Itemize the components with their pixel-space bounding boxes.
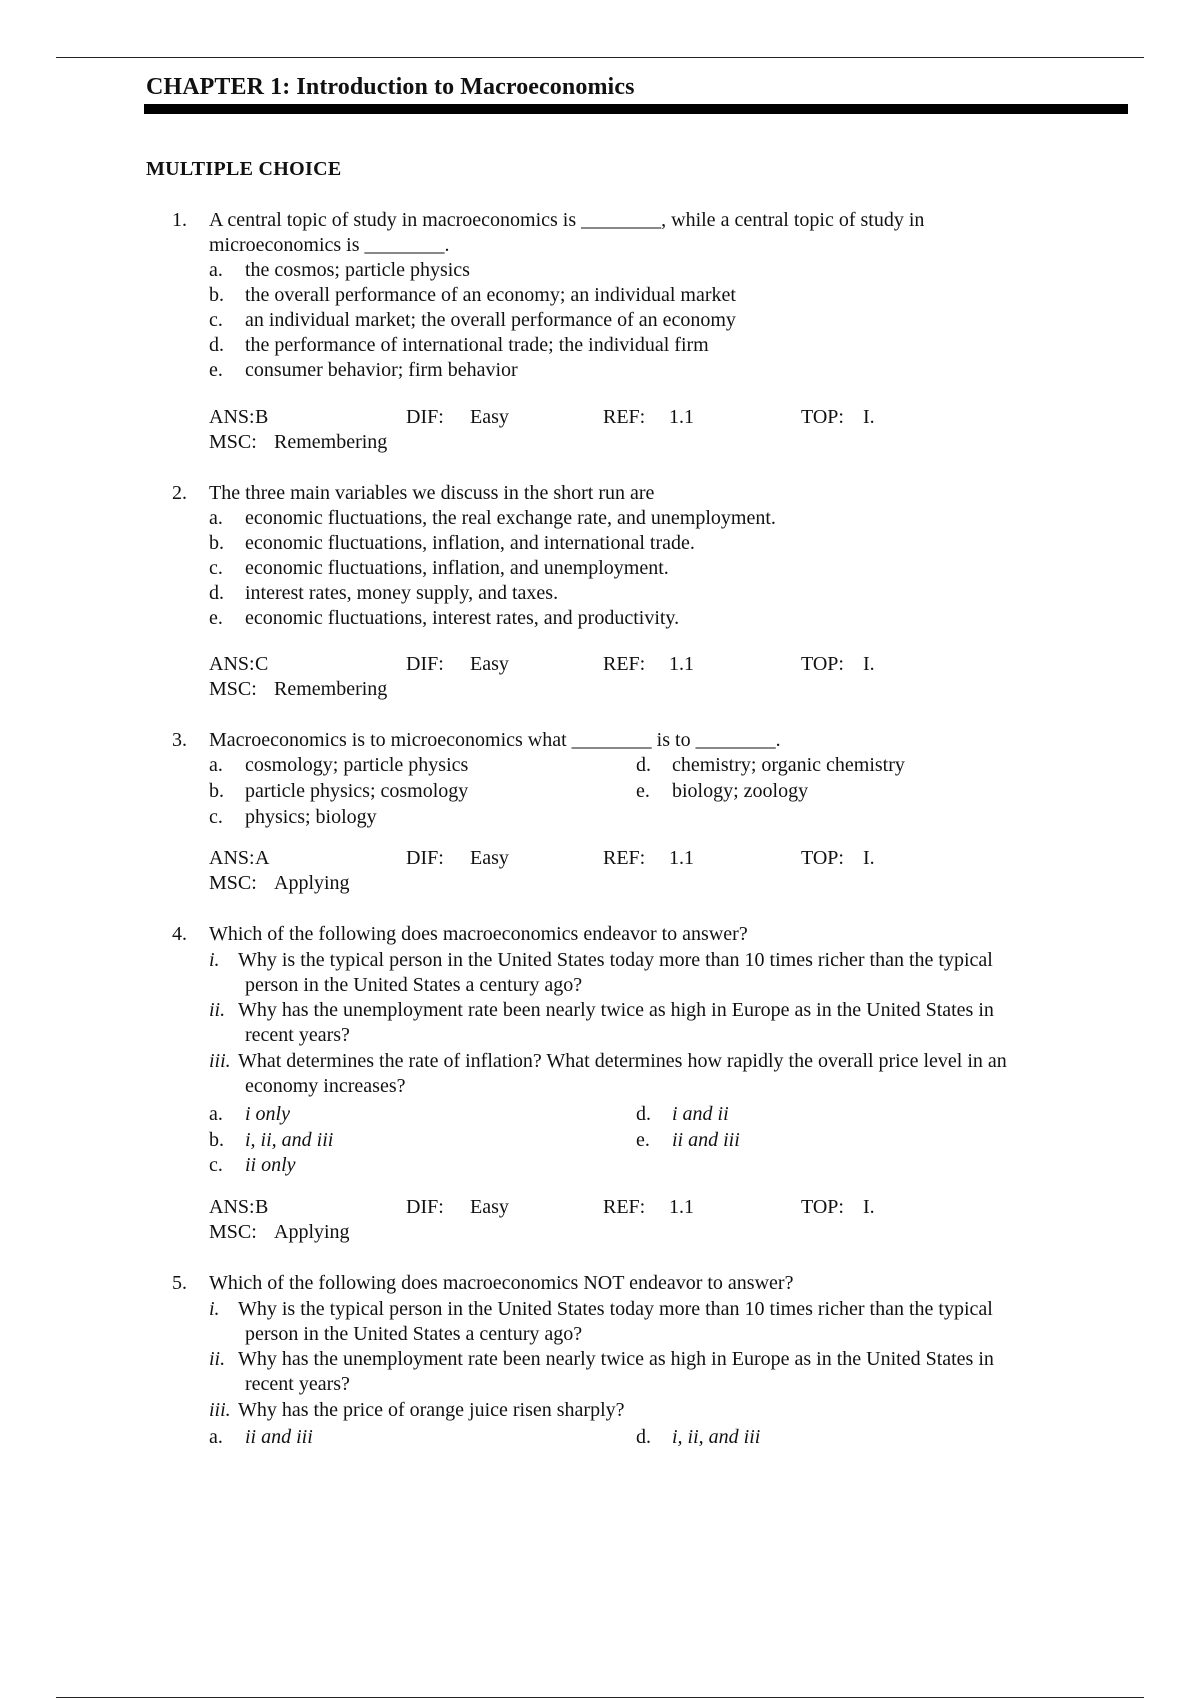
option-letter: e. xyxy=(209,359,223,381)
top-value: I. xyxy=(863,406,875,428)
stem-line: Which of the following does macroeconomics NOT endeavor to answer? xyxy=(209,1272,794,1294)
option-letter: b. xyxy=(209,780,224,802)
option-letter: b. xyxy=(209,532,224,554)
option-text: chemistry; organic chemistry xyxy=(672,754,905,776)
dif-value: Easy xyxy=(470,653,509,675)
question-number: 2. xyxy=(172,482,187,504)
option-text: i, ii, and iii xyxy=(672,1426,761,1448)
question-number: 3. xyxy=(172,729,187,751)
question-number: 4. xyxy=(172,923,187,945)
ans-value: C xyxy=(255,653,269,675)
option-letter: d. xyxy=(209,582,224,604)
statement-numeral: i. xyxy=(209,949,220,971)
option-letter: c. xyxy=(209,1154,223,1176)
dif-value: Easy xyxy=(470,847,509,869)
msc-value: Applying xyxy=(274,1221,350,1243)
statement-text: Why has the unemployment rate been nearly twice as high in Europe as in the United States in xyxy=(238,1348,994,1370)
option-text: biology; zoology xyxy=(672,780,809,802)
option-text: consumer behavior; firm behavior xyxy=(245,359,518,381)
option-letter: a. xyxy=(209,259,223,281)
top-rule xyxy=(56,57,1144,58)
statement-text: Why is the typical person in the United States today more than 10 times richer than the typical xyxy=(238,1298,993,1320)
section-title: MULTIPLE CHOICE xyxy=(146,158,342,180)
option-text: particle physics; cosmology xyxy=(245,780,469,802)
statement-text-continued: recent years? xyxy=(245,1373,350,1395)
question-stem xyxy=(209,481,1109,506)
statement-text: Why has the price of orange juice risen sharply? xyxy=(238,1399,625,1421)
option-text: cosmology; particle physics xyxy=(245,754,469,776)
stem-line: A central topic of study in macroeconomics is ________, while a central topic of study in xyxy=(209,209,925,231)
ref-value: 1.1 xyxy=(669,653,694,675)
msc-label: MSC: xyxy=(209,678,257,700)
stem-line: The three main variables we discuss in the short run are xyxy=(209,482,655,504)
ans-value: B xyxy=(255,1196,269,1218)
option-text: the overall performance of an economy; an individual market xyxy=(245,284,736,306)
option-text: i and ii xyxy=(672,1103,729,1125)
option-text: ii and iii xyxy=(245,1426,313,1448)
dif-label: DIF: xyxy=(406,406,444,428)
msc-label: MSC: xyxy=(209,872,257,894)
ans-label: ANS: xyxy=(209,406,255,428)
ref-value: 1.1 xyxy=(669,1196,694,1218)
top-value: I. xyxy=(863,1196,875,1218)
option-letter: e. xyxy=(636,1129,650,1151)
question-number: 5. xyxy=(172,1272,187,1294)
option-text: economic fluctuations, inflation, and unemployment. xyxy=(245,557,669,579)
option-letter: b. xyxy=(209,284,224,306)
option-text: ii and iii xyxy=(672,1129,740,1151)
statement-numeral: ii. xyxy=(209,1348,226,1370)
dif-label: DIF: xyxy=(406,1196,444,1218)
option-text: i, ii, and iii xyxy=(245,1129,334,1151)
statement-text-continued: economy increases? xyxy=(245,1075,406,1097)
option-letter: d. xyxy=(209,334,224,356)
dif-label: DIF: xyxy=(406,653,444,675)
option-text: an individual market; the overall performance of an economy xyxy=(245,309,736,331)
top-label: TOP: xyxy=(801,406,844,428)
msc-value: Remembering xyxy=(274,431,388,453)
statement-text-continued: recent years? xyxy=(245,1024,350,1046)
msc-value: Applying xyxy=(274,872,350,894)
ref-label: REF: xyxy=(603,406,646,428)
option-letter: c. xyxy=(209,557,223,579)
statement-text-continued: person in the United States a century ago? xyxy=(245,974,583,996)
ref-label: REF: xyxy=(603,653,646,675)
option-letter: e. xyxy=(636,780,650,802)
option-text: i only xyxy=(245,1103,290,1125)
option-text: physics; biology xyxy=(245,806,377,828)
stem-line: Which of the following does macroeconomics endeavor to answer? xyxy=(209,923,748,945)
option-text: the cosmos; particle physics xyxy=(245,259,470,281)
statement-numeral: ii. xyxy=(209,999,226,1021)
ans-value: B xyxy=(255,406,269,428)
option-text: economic fluctuations, the real exchange rate, and unemployment. xyxy=(245,507,776,529)
ref-value: 1.1 xyxy=(669,847,694,869)
question-stem xyxy=(209,728,1109,753)
option-text: interest rates, money supply, and taxes. xyxy=(245,582,559,604)
dif-value: Easy xyxy=(470,406,509,428)
top-label: TOP: xyxy=(801,1196,844,1218)
top-value: I. xyxy=(863,847,875,869)
option-letter: d. xyxy=(636,1103,651,1125)
question-stem xyxy=(209,208,1109,258)
option-letter: a. xyxy=(209,754,223,776)
ans-label: ANS: xyxy=(209,847,255,869)
question-stem xyxy=(209,922,1109,947)
ref-label: REF: xyxy=(603,1196,646,1218)
statement-text: Why is the typical person in the United States today more than 10 times richer than the typical xyxy=(238,949,993,971)
option-letter: d. xyxy=(636,1426,651,1448)
option-letter: a. xyxy=(209,507,223,529)
msc-label: MSC: xyxy=(209,1221,257,1243)
msc-value: Remembering xyxy=(274,678,388,700)
option-text: economic fluctuations, interest rates, and productivity. xyxy=(245,607,680,629)
statement-text: What determines the rate of inflation? What determines how rapidly the overall price level in an xyxy=(238,1050,1007,1072)
option-letter: a. xyxy=(209,1103,223,1125)
option-letter: e. xyxy=(209,607,223,629)
stem-line: microeconomics is ________. xyxy=(209,234,450,256)
question-stem xyxy=(209,1271,1109,1296)
option-letter: d. xyxy=(636,754,651,776)
option-text: economic fluctuations, inflation, and international trade. xyxy=(245,532,695,554)
statement-text-continued: person in the United States a century ago? xyxy=(245,1323,583,1345)
option-letter: c. xyxy=(209,806,223,828)
bottom-rule xyxy=(56,1697,1144,1698)
chapter-title: CHAPTER 1: Introduction to Macroeconomics xyxy=(146,74,635,100)
statement-text: Why has the unemployment rate been nearly twice as high in Europe as in the United States in xyxy=(238,999,994,1021)
dif-label: DIF: xyxy=(406,847,444,869)
title-bar xyxy=(144,104,1128,114)
dif-value: Easy xyxy=(470,1196,509,1218)
statement-numeral: iii. xyxy=(209,1050,231,1072)
ref-label: REF: xyxy=(603,847,646,869)
ans-value: A xyxy=(255,847,270,869)
ans-label: ANS: xyxy=(209,653,255,675)
ans-label: ANS: xyxy=(209,1196,255,1218)
option-letter: c. xyxy=(209,309,223,331)
top-label: TOP: xyxy=(801,847,844,869)
statement-numeral: iii. xyxy=(209,1399,231,1421)
statement-numeral: i. xyxy=(209,1298,220,1320)
question-number: 1. xyxy=(172,209,187,231)
option-letter: a. xyxy=(209,1426,223,1448)
msc-label: MSC: xyxy=(209,431,257,453)
option-text: the performance of international trade; the individual firm xyxy=(245,334,709,356)
option-text: ii only xyxy=(245,1154,296,1176)
option-letter: b. xyxy=(209,1129,224,1151)
top-value: I. xyxy=(863,653,875,675)
stem-line: Macroeconomics is to microeconomics what ________ is to ________. xyxy=(209,729,781,751)
ref-value: 1.1 xyxy=(669,406,694,428)
top-label: TOP: xyxy=(801,653,844,675)
